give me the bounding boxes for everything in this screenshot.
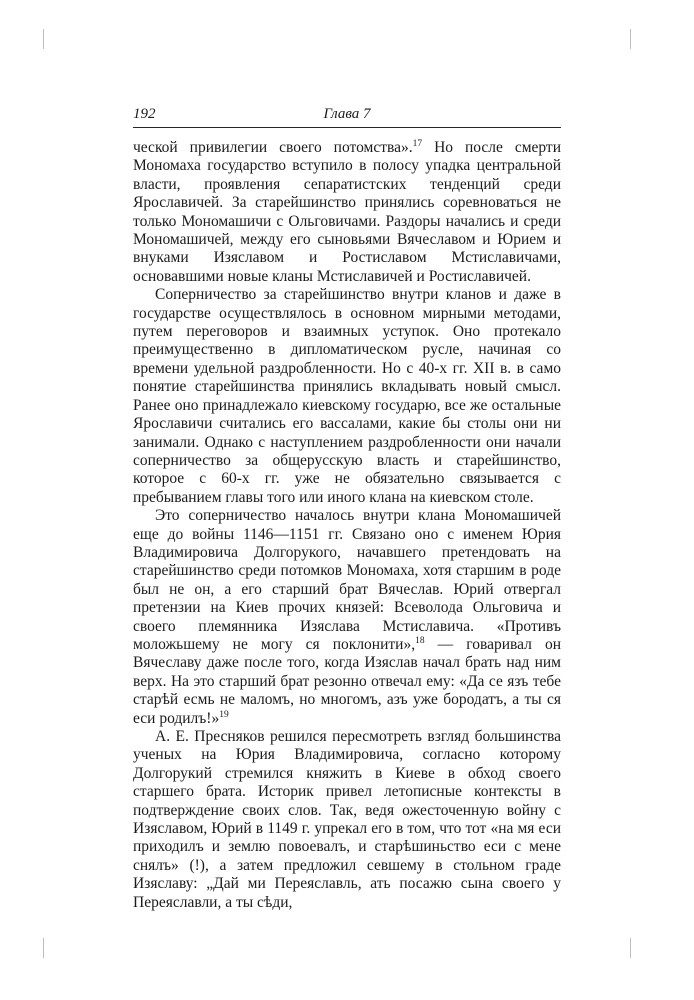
crop-mark-top-left	[43, 29, 44, 49]
paragraph-1	[133, 139, 561, 286]
crop-mark-top-right	[630, 29, 631, 49]
paragraph-text: Но после смерти Мономаха государство вступило в полосу упадка центральной власти, проявления сепаратистских тенденций среди Ярославичей. За старейшинство принялись соревноваться не только Мономашичи с Ольговичами. Раздоры начались и среди Мономашичей, между его сыновьями Вячеславом и Юрием и внуками Изяславом и Ростиславом Мстиславичами, основавшими новые кланы Мстиславичей и Ростиславичей.	[133, 139, 561, 285]
footnote-ref-18: 18	[415, 635, 425, 646]
page-body	[133, 139, 561, 912]
paragraph-text: — говаривал он Вячеславу даже после того, когда Изяслав начал брать над ним верх. На это старший брат резонно отвечал ему: «Да се язъ тебе старѣй есмь не маломъ, но многомъ, азъ уже бородатъ, а ты ся еси родилъ!»	[133, 635, 561, 727]
paragraph-text: А. Е. Пресняков решился пересмотреть взгляд большинства ученых на Юрия Владимировича, согласно которому Долгорукий стремился княжить в Киеве в обход своего старшего брата. Историк привел летописные контексты в подтверждение своих слов. Так, ведя ожесточенную войну с Изяславом, Юрий в 1149 г. упрекал его в том, что тот «на мя еси приходилъ и землю повоевалъ, и старѣшиньство еси с мене снялъ» (!), а затем предложил севшему в стольном граде Изяславу: „Дай ми Переяславль, ать посажю сына своего у Переяславли, а ты сѣди,	[133, 728, 561, 911]
header-rule	[133, 127, 561, 128]
paragraph-2	[133, 286, 561, 507]
crop-mark-bottom-left	[43, 938, 44, 958]
chapter-title: Глава 7	[323, 106, 371, 122]
paragraph-text: Соперничество за старейшинство внутри кланов и даже в государстве осуществлялось в основном мирными методами, путем переговоров и взаимных уступок. Оно протекало преимущественно в дипломатическом русле, начиная со времени удельной раздробленности. Но с 40-х гг. XII в. в само понятие старейшинства принялись вкладывать новый смысл. Ранее оно принадлежало киевскому государю, все же остальные Ярославичи считались его вассалами, какие бы столы они ни занимали. Однако с наступлением раздробленности они начали соперничество за общерусскую власть и старейшинство, которое с 60-х гг. уже не обязательно связывается с пребыванием главы того или иного клана на киевском столе.	[133, 286, 561, 506]
paragraph-4	[133, 728, 561, 912]
page-number: 192	[133, 106, 156, 122]
text-block	[133, 106, 561, 912]
paragraph-text: Это соперничество началось внутри клана Мономашичей еще до войны 1146—1151 гг. Связано оно с именем Юрия Владимировича Долгорукого, начавшего претендовать на старейшинство среди потомков Мономаха, хотя старшим в роде был не он, а его старший брат Вячеслав. Юрий отвергал претензии на Киев прочих князей: Всеволода Ольговича и своего племянника Изяслава Мстиславича. «Противъ моложьшему не могу ся поклонити»,	[133, 507, 561, 653]
crop-mark-bottom-right	[630, 938, 631, 958]
footnote-ref-19: 19	[219, 709, 229, 720]
paragraph-3	[133, 507, 561, 728]
footnote-ref-17: 17	[412, 138, 423, 149]
paragraph-text: ческой привилегии своего потомства».	[133, 139, 413, 156]
running-header	[133, 106, 561, 122]
